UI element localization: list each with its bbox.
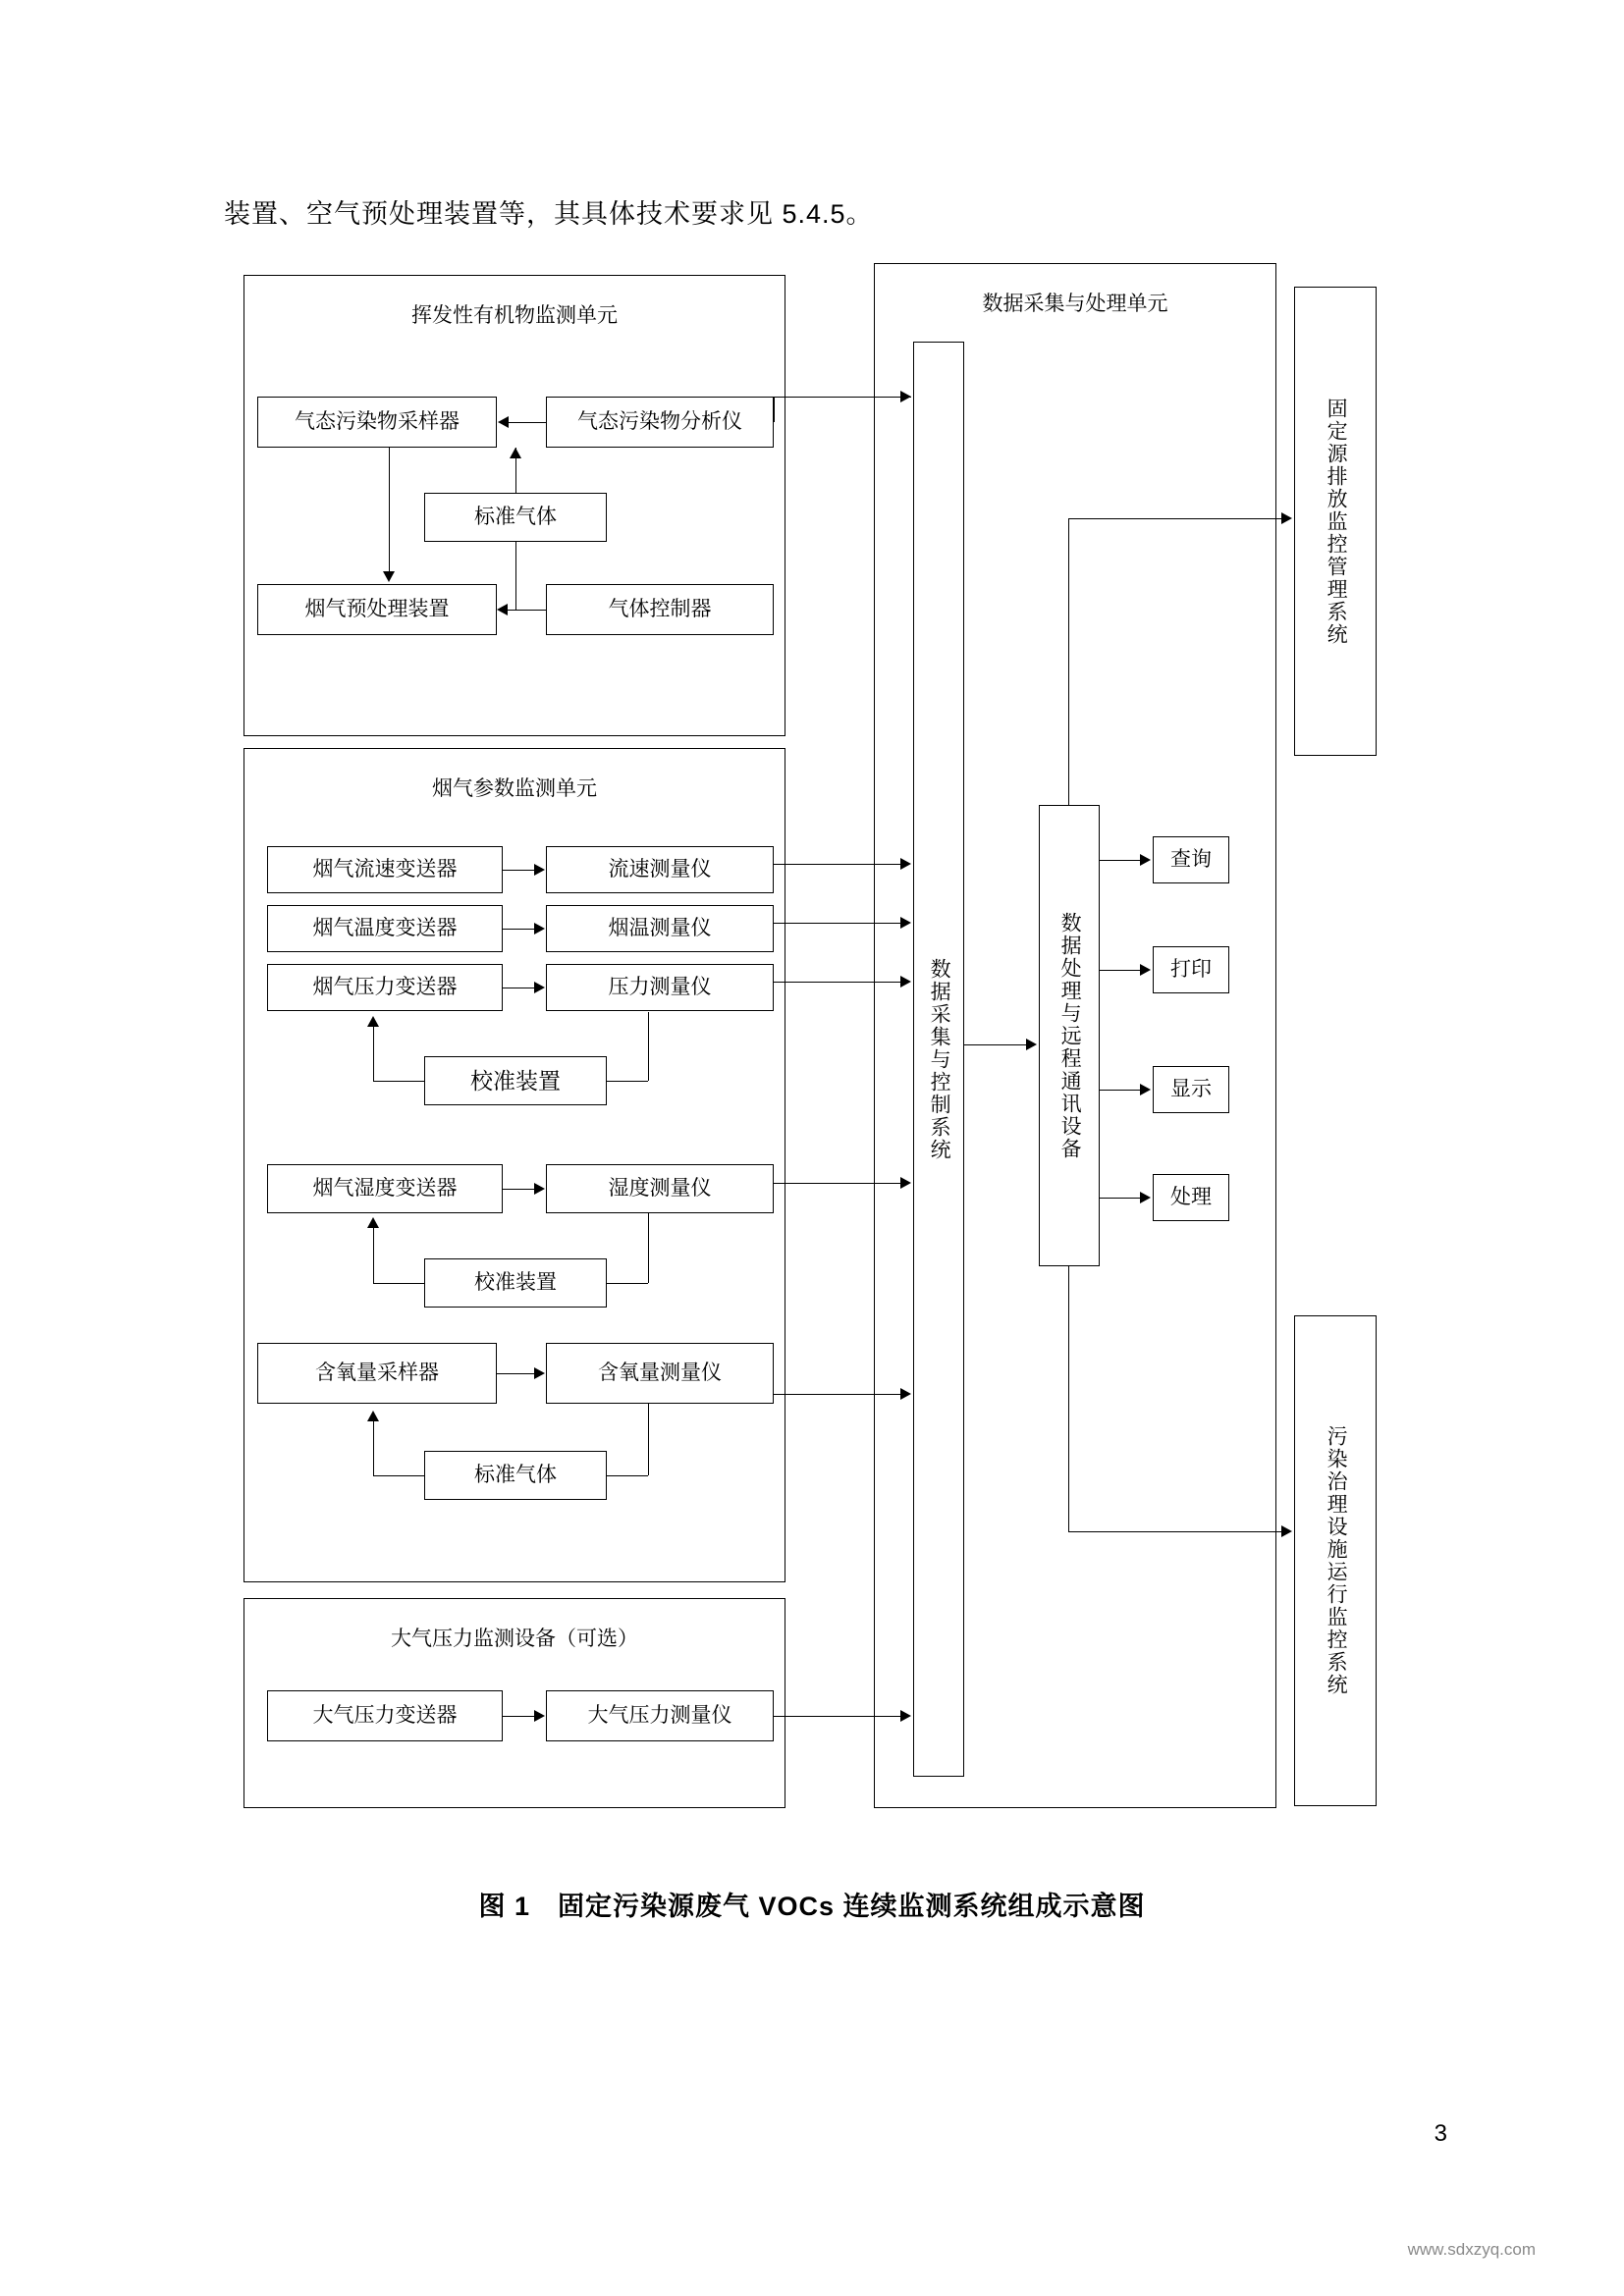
- connector-processing-down-riser: [1068, 1266, 1069, 1531]
- connector-sampler-to-pretreatment: [389, 448, 390, 571]
- node-temperature-meter: [546, 905, 774, 952]
- connector-calib1-left-riser: [373, 1026, 374, 1081]
- arrow-pressure-to-acquisition: [900, 976, 911, 988]
- arrow-processing-to-print: [1140, 964, 1151, 976]
- arrow-velocity: [534, 864, 545, 876]
- node-oxygen-sampler: [257, 1343, 497, 1404]
- connector-calib1-right-run: [607, 1081, 648, 1082]
- connector-pressure-to-acquisition: [774, 982, 901, 983]
- node-pressure-transmitter-label: 烟气压力变送器: [312, 975, 458, 998]
- node-atmos-pressure-meter: [546, 1690, 774, 1741]
- node-oxygen-standard-gas: [424, 1451, 607, 1500]
- arrow-oxygen: [534, 1367, 545, 1379]
- node-velocity-meter-label: 流速测量仪: [608, 857, 712, 881]
- node-humidity-meter: [546, 1164, 774, 1213]
- connector-temperature-to-acquisition: [774, 923, 901, 924]
- node-processing-communication-device-label: 数据处理与远程通讯设备: [1058, 911, 1082, 1160]
- arrow-temperature-to-acquisition: [900, 917, 911, 929]
- arrow-oxygen-to-acquisition: [900, 1388, 911, 1400]
- node-velocity-transmitter-label: 烟气流速变送器: [312, 857, 458, 881]
- node-acquisition-control-system-label: 数据采集与控制系统: [928, 957, 951, 1161]
- node-flue-gas-pretreatment-label: 烟气预处理装置: [304, 597, 450, 620]
- node-humidity-transmitter: [267, 1164, 503, 1213]
- arrow-calib1-to-pressure-transmitter: [367, 1016, 379, 1027]
- arrow-controller-to-pretreatment: [497, 604, 508, 615]
- node-process-label: 处理: [1170, 1185, 1212, 1208]
- connector-atmos-to-acquisition: [774, 1716, 901, 1717]
- node-calibration-device-1-label: 校准装置: [470, 1067, 561, 1094]
- arrow-analyzer-to-sampler: [498, 416, 509, 428]
- group-atmospheric-unit-title: 大气压力监测设备（可选）: [391, 1628, 638, 1650]
- arrow-humidity: [534, 1183, 545, 1195]
- node-process: [1153, 1174, 1229, 1221]
- arrow-processing-to-emission: [1281, 512, 1292, 524]
- node-voc-standard-gas: [424, 493, 607, 542]
- connector-humidity-to-acquisition: [774, 1183, 901, 1184]
- connector-calib2-left-run: [373, 1283, 424, 1284]
- node-gas-pollutant-sampler-label: 气态污染物采样器: [295, 409, 460, 433]
- connector-stdgas-left-riser: [373, 1420, 374, 1475]
- node-calibration-device-2-label: 校准装置: [474, 1270, 557, 1294]
- connector-stdgas-right-riser: [648, 1404, 649, 1475]
- node-velocity-meter: [546, 846, 774, 893]
- arrow-atmos: [534, 1710, 545, 1722]
- connector-calib2-left-riser: [373, 1227, 374, 1283]
- connector-analyzer-to-sampler: [509, 422, 546, 423]
- node-emission-supervision-system: [1294, 287, 1377, 756]
- arrow-acquisition-to-processing: [1026, 1039, 1037, 1050]
- figure-caption: 图 1 固定污染源废气 VOCs 连续监测系统组成示意图: [478, 1892, 1146, 1921]
- watermark: www.sdxzyq.com: [1407, 2240, 1536, 2259]
- connector-processing-to-emission: [1068, 518, 1282, 519]
- arrow-processing-to-display: [1140, 1084, 1151, 1095]
- connector-calib1-right-riser: [648, 1012, 649, 1081]
- node-oxygen-sampler-label: 含氧量采样器: [315, 1361, 439, 1384]
- arrow-sampler-to-pretreatment: [383, 571, 395, 582]
- node-treatment-supervision-system: [1294, 1315, 1377, 1806]
- node-calibration-device-1: [424, 1056, 607, 1105]
- connector-acquisition-to-processing: [964, 1044, 1027, 1045]
- node-velocity-transmitter: [267, 846, 503, 893]
- connector-processing-to-process: [1100, 1198, 1141, 1199]
- intro-paragraph: 装置、空气预处理装置等，其具体技术要求见 5.4.5。: [224, 199, 874, 229]
- arrow-processing-to-query: [1140, 854, 1151, 866]
- node-flue-gas-pretreatment: [257, 584, 497, 635]
- node-voc-standard-gas-label: 标准气体: [474, 505, 557, 528]
- node-atmos-pressure-transmitter: [267, 1690, 503, 1741]
- node-query: [1153, 836, 1229, 883]
- node-processing-communication-device: [1039, 805, 1100, 1266]
- node-pressure-meter: [546, 964, 774, 1011]
- node-atmos-pressure-meter-label: 大气压力测量仪: [587, 1703, 732, 1727]
- page-number: 3: [1434, 2120, 1447, 2147]
- arrow-humidity-to-acquisition: [900, 1177, 911, 1189]
- node-query-label: 查询: [1170, 847, 1212, 871]
- connector-calib2-right-riser: [648, 1213, 649, 1283]
- node-display-label: 显示: [1170, 1077, 1212, 1100]
- node-gas-controller: [546, 584, 774, 635]
- arrow-pressure: [534, 982, 545, 993]
- group-data-unit-title: 数据采集与处理单元: [982, 293, 1168, 315]
- node-print-label: 打印: [1170, 957, 1212, 981]
- connector-oxygen: [497, 1373, 535, 1374]
- connector-processing-to-query: [1100, 860, 1141, 861]
- connector-atmos: [503, 1716, 535, 1717]
- connector-velocity-to-acquisition: [774, 864, 901, 865]
- node-gas-pollutant-analyzer: [546, 397, 774, 448]
- connector-stdgas-right-run: [607, 1475, 648, 1476]
- node-oxygen-standard-gas-label: 标准气体: [474, 1463, 557, 1486]
- arrow-processing-to-process: [1140, 1192, 1151, 1203]
- node-temperature-transmitter: [267, 905, 503, 952]
- node-gas-pollutant-sampler: [257, 397, 497, 448]
- connector-velocity: [503, 870, 535, 871]
- connector-temperature: [503, 929, 535, 930]
- node-gas-pollutant-analyzer-label: 气态污染物分析仪: [577, 409, 742, 433]
- node-pressure-transmitter: [267, 964, 503, 1011]
- node-temperature-meter-label: 烟温测量仪: [608, 916, 712, 939]
- node-humidity-transmitter-label: 烟气湿度变送器: [312, 1176, 458, 1200]
- node-temperature-transmitter-label: 烟气温度变送器: [312, 916, 458, 939]
- arrow-standardgas-to-analyzer: [510, 448, 521, 458]
- node-oxygen-meter: [546, 1343, 774, 1404]
- connector-oxygen-to-acquisition: [774, 1394, 901, 1395]
- connector-humidity: [503, 1189, 535, 1190]
- node-humidity-meter-label: 湿度测量仪: [608, 1176, 712, 1200]
- node-display: [1153, 1066, 1229, 1113]
- connector-stdgas-left-run: [373, 1475, 424, 1476]
- node-gas-controller-label: 气体控制器: [608, 597, 712, 620]
- connector-processing-up-riser: [1068, 518, 1069, 805]
- node-calibration-device-2: [424, 1258, 607, 1308]
- node-atmos-pressure-transmitter-label: 大气压力变送器: [312, 1703, 458, 1727]
- node-emission-supervision-system-label: 固定源排放监控管理系统: [1325, 397, 1348, 646]
- connector-processing-to-print: [1100, 970, 1141, 971]
- node-treatment-supervision-system-label: 污染治理设施运行监控系统: [1325, 1425, 1348, 1696]
- arrow-atmos-to-acquisition: [900, 1710, 911, 1722]
- arrow-analyzer-to-acquisition: [900, 391, 911, 402]
- arrow-temperature: [534, 923, 545, 934]
- group-voc-unit-title: 挥发性有机物监测单元: [411, 304, 618, 327]
- connector-processing-to-display: [1100, 1090, 1141, 1091]
- connector-analyzer-riser: [774, 397, 775, 422]
- arrow-processing-to-treatment: [1281, 1525, 1292, 1537]
- connector-calib1-left-run: [373, 1081, 424, 1082]
- connector-calib2-right-run: [607, 1283, 648, 1284]
- arrow-calib2-to-humidity-transmitter: [367, 1217, 379, 1228]
- group-flue-gas-unit-title: 烟气参数监测单元: [432, 777, 597, 800]
- connector-standardgas-down: [515, 542, 516, 610]
- arrow-velocity-to-acquisition: [900, 858, 911, 870]
- connector-processing-to-treatment: [1068, 1531, 1282, 1532]
- node-pressure-meter-label: 压力测量仪: [608, 975, 712, 998]
- connector-analyzer-to-acquisition: [774, 397, 911, 398]
- node-acquisition-control-system: [913, 342, 964, 1777]
- arrow-stdgas-to-oxygen-sampler: [367, 1411, 379, 1421]
- node-oxygen-meter-label: 含氧量测量仪: [598, 1361, 722, 1384]
- node-print: [1153, 946, 1229, 993]
